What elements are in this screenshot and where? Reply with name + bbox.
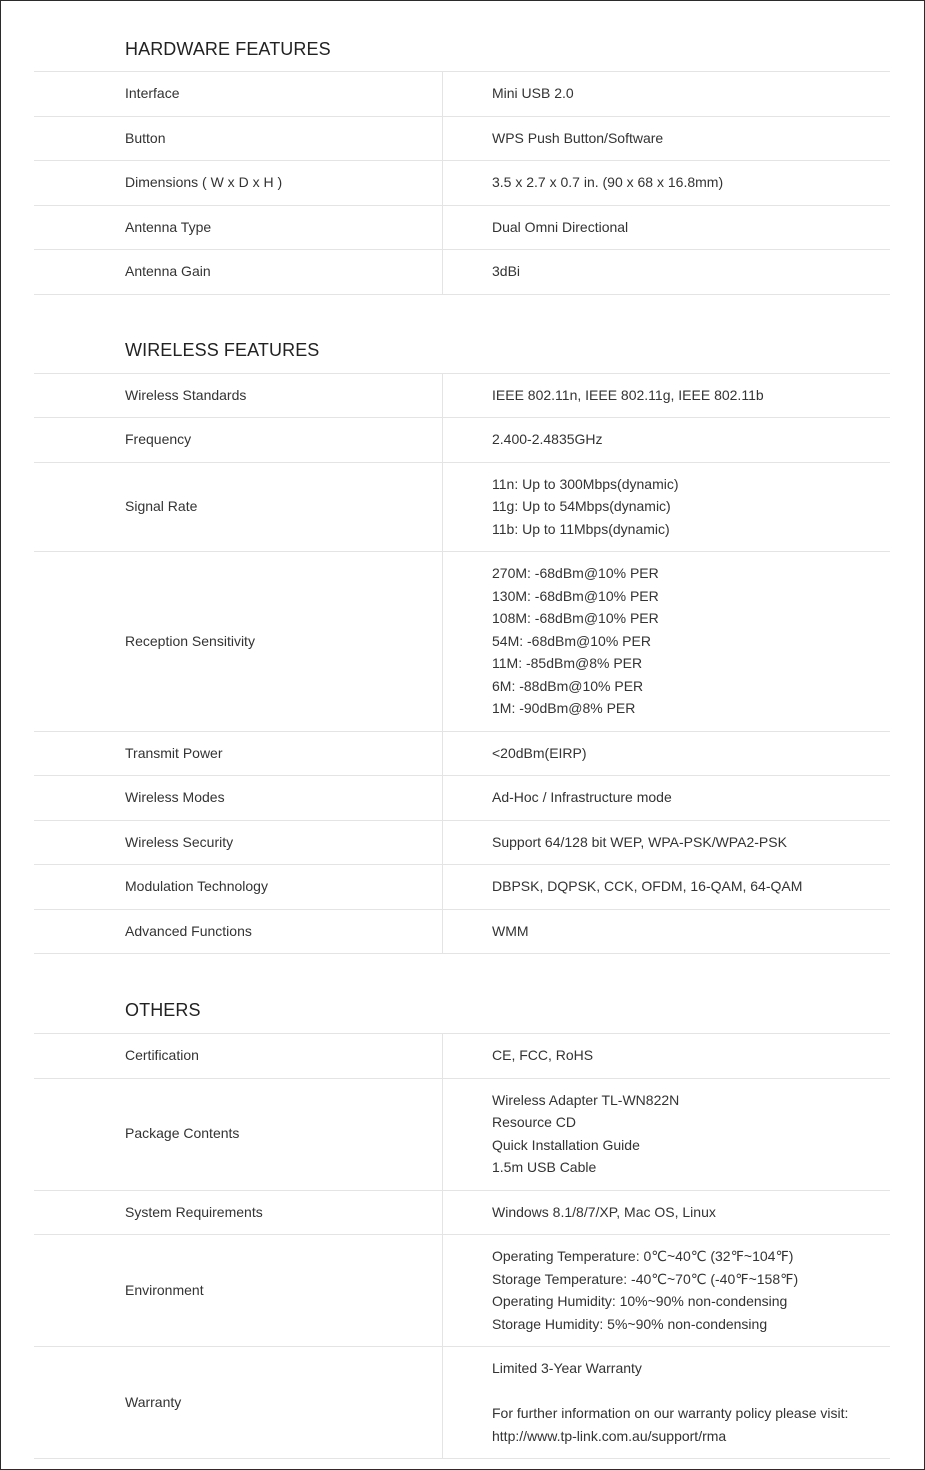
spec-label: Advanced Functions	[34, 909, 443, 954]
spec-value	[443, 1235, 891, 1347]
spec-value-line: WMM	[492, 922, 529, 939]
spec-value-line: 1M: -90dBm@8% PER	[492, 700, 636, 716]
spec-label: Wireless Modes	[34, 776, 443, 821]
spec-value-line: Ad-Hoc / Infrastructure mode	[492, 789, 672, 805]
warranty-policy-text: For further information on our warranty policy please visit: http://www.tp-link.com.au/support/rma	[492, 1405, 849, 1444]
spec-value-line: Resource CD	[492, 1114, 577, 1130]
table-row	[34, 161, 890, 206]
spec-label: Antenna Gain	[34, 250, 443, 295]
spec-label: Certification	[34, 1034, 443, 1079]
spec-label: Reception Sensitivity	[34, 552, 443, 732]
section-title: WIRELESS FEATURES	[125, 339, 320, 360]
table-row	[34, 1034, 890, 1079]
spec-label: Wireless Security	[34, 820, 443, 865]
section-hardware-features	[34, 0, 890, 295]
spec-value	[443, 865, 891, 910]
spec-value-line: CE, FCC, RoHS	[492, 1047, 594, 1063]
spec-value-spacer	[492, 1380, 870, 1403]
table-row	[34, 1078, 890, 1190]
spec-value-line: 11n: Up to 300Mbps(dynamic)	[492, 475, 679, 492]
spec-value	[443, 250, 891, 295]
table-row	[34, 909, 890, 954]
spec-value	[443, 820, 891, 865]
spec-value-line: Storage Humidity: 5%~90% non-condensing	[492, 1315, 768, 1332]
spec-value-line: 1.5m USB Cable	[492, 1159, 597, 1175]
spec-value	[443, 1078, 891, 1190]
spec-value	[443, 1034, 891, 1079]
spec-value	[443, 373, 891, 418]
spec-table	[34, 1033, 890, 1459]
spec-value	[443, 731, 891, 776]
table-row	[34, 1190, 890, 1235]
table-row	[34, 552, 890, 732]
spec-value	[443, 418, 891, 463]
spec-label: Signal Rate	[34, 462, 443, 552]
table-row	[34, 205, 890, 250]
spec-label: System Requirements	[34, 1190, 443, 1235]
spec-label: Modulation Technology	[34, 865, 443, 910]
spec-label: Wireless Standards	[34, 373, 443, 418]
table-row	[34, 250, 890, 295]
table-row	[34, 72, 890, 117]
specifications-content	[34, 0, 890, 1459]
spec-value-line: IEEE 802.11n, IEEE 802.11g, IEEE 802.11b	[492, 386, 764, 403]
spec-value	[443, 161, 891, 206]
table-row	[34, 865, 890, 910]
spec-value-line: Operating Humidity: 10%~90% non-condensing	[492, 1293, 788, 1309]
spec-value-line: 6M: -88dBm@10% PER	[492, 677, 644, 694]
table-row	[34, 820, 890, 865]
spec-value	[443, 552, 891, 732]
spec-value-line: Mini USB 2.0	[492, 85, 574, 101]
spec-value-line: <20dBm(EIRP)	[492, 744, 587, 761]
section-title: HARDWARE FEATURES	[125, 39, 331, 59]
spec-value	[443, 116, 891, 161]
spec-value-line: Dual Omni Directional	[492, 218, 629, 235]
spec-label: Interface	[34, 72, 443, 117]
spec-value-line: 3.5 x 2.7 x 0.7 in. (90 x 68 x 16.8mm)	[492, 174, 724, 190]
spec-value-line: 11M: -85dBm@8% PER	[492, 655, 643, 671]
table-row	[34, 1235, 890, 1347]
spec-value-line: 11g: Up to 54Mbps(dynamic)	[492, 498, 671, 514]
spec-value	[443, 462, 891, 552]
spec-value	[443, 72, 891, 117]
spec-value	[443, 909, 891, 954]
table-row	[34, 373, 890, 418]
section-others	[34, 954, 890, 1459]
spec-value-line: Storage Temperature: -40℃~70℃ (-40℉~158℉)	[492, 1270, 799, 1287]
spec-value-line: Operating Temperature: 0℃~40℃ (32℉~104℉)	[492, 1248, 794, 1264]
spec-value-line: Wireless Adapter TL-WN822N	[492, 1091, 680, 1108]
spec-value-line: Support 64/128 bit WEP, WPA-PSK/WPA2-PSK	[492, 833, 787, 850]
spec-table	[34, 71, 890, 295]
spec-label: Button	[34, 116, 443, 161]
spec-value	[443, 1347, 891, 1459]
spec-value-line: 270M: -68dBm@10% PER	[492, 565, 659, 581]
spec-label: Environment	[34, 1235, 443, 1347]
spec-value	[443, 776, 891, 821]
spec-label: Package Contents	[34, 1078, 443, 1190]
section-wireless-features	[34, 295, 890, 955]
spec-label: Dimensions ( W x D x H )	[34, 161, 443, 206]
spec-label: Warranty	[34, 1347, 443, 1459]
spec-value-line: Windows 8.1/8/7/XP, Mac OS, Linux	[492, 1203, 716, 1220]
spec-value	[443, 1190, 891, 1235]
table-row	[34, 776, 890, 821]
spec-value-line: 54M: -68dBm@10% PER	[492, 632, 651, 649]
spec-value	[443, 205, 891, 250]
table-row	[34, 418, 890, 463]
spec-value-line: DBPSK, DQPSK, CCK, OFDM, 16-QAM, 64-QAM	[492, 878, 803, 894]
spec-value-line: WPS Push Button/Software	[492, 129, 664, 146]
spec-value-line: 2.400-2.4835GHz	[492, 431, 603, 447]
table-row	[34, 462, 890, 552]
spec-value-line: Limited 3-Year Warranty	[492, 1360, 642, 1376]
table-row	[34, 1347, 890, 1459]
spec-label: Transmit Power	[34, 731, 443, 776]
spec-value-line: 130M: -68dBm@10% PER	[492, 587, 659, 604]
spec-label: Frequency	[34, 418, 443, 463]
table-row	[34, 116, 890, 161]
spec-value-line: 11b: Up to 11Mbps(dynamic)	[492, 520, 670, 537]
table-row	[34, 731, 890, 776]
spec-value-line: 3dBi	[492, 263, 521, 279]
spec-value-line: 108M: -68dBm@10% PER	[492, 610, 659, 626]
section-title: OTHERS	[125, 1000, 201, 1020]
spec-value-line: Quick Installation Guide	[492, 1136, 640, 1153]
spec-label: Antenna Type	[34, 205, 443, 250]
spec-table	[34, 373, 890, 955]
